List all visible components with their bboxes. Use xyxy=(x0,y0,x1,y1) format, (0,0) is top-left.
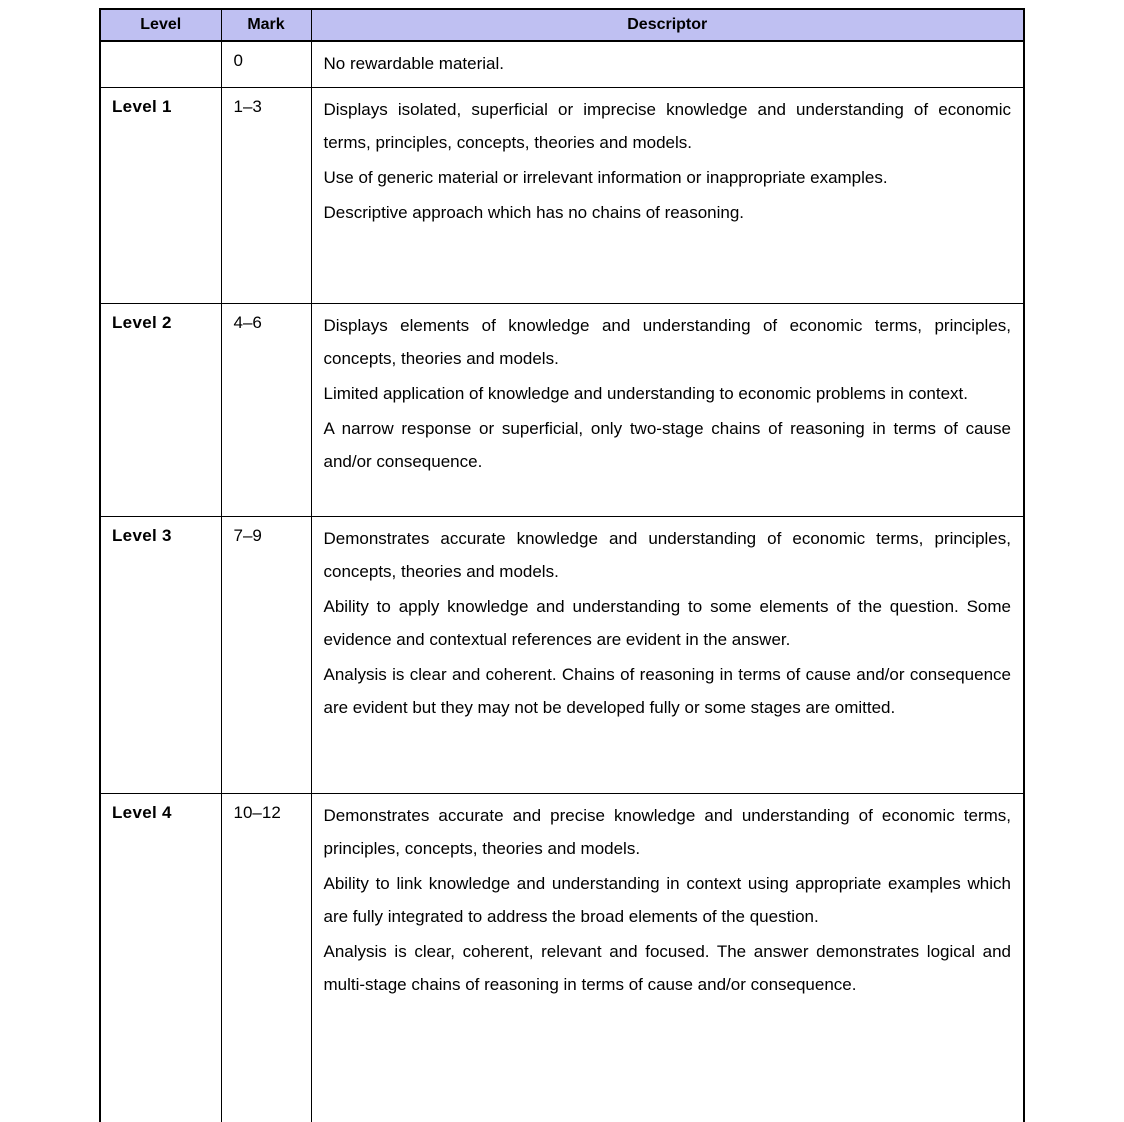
level-cell: Level 2 xyxy=(100,304,221,517)
descriptor-cell xyxy=(311,304,1024,517)
table-row-level-2 xyxy=(100,304,1024,517)
header-descriptor: Descriptor xyxy=(311,9,1024,41)
header-level: Level xyxy=(100,9,221,41)
descriptor-paragraph: Ability to apply knowledge and understanding to some elements of the question. Some evidence and contextual references are evident in the answer. xyxy=(323,597,1011,649)
mark-cell: 0 xyxy=(221,41,311,88)
descriptor-cell xyxy=(311,517,1024,794)
level-cell: Level 3 xyxy=(100,517,221,794)
mark-cell: 4–6 xyxy=(221,304,311,517)
descriptor-cell xyxy=(311,41,1024,88)
descriptor-paragraph: Analysis is clear, coherent, relevant and focused. The answer demonstrates logical and multi-stage chains of reasoning in terms of cause and/or consequence. xyxy=(323,942,1011,994)
table-row-mark-0 xyxy=(100,41,1024,88)
descriptor-paragraph: Descriptive approach which has no chains of reasoning. xyxy=(323,203,745,222)
mark-cell: 1–3 xyxy=(221,88,311,304)
descriptor-cell xyxy=(311,88,1024,304)
descriptor-paragraph: No rewardable material. xyxy=(323,54,504,73)
table-row-level-1 xyxy=(100,88,1024,304)
table-row-level-3 xyxy=(100,517,1024,794)
table-row-level-4 xyxy=(100,794,1024,1122)
mark-cell: 7–9 xyxy=(221,517,311,794)
mark-scheme-table xyxy=(99,8,1025,1122)
mark-cell: 10–12 xyxy=(221,794,311,1122)
descriptor-paragraph: Displays elements of knowledge and understanding of economic terms, principles, concepts, theories and models. xyxy=(323,316,1011,368)
descriptor-paragraph: Analysis is clear and coherent. Chains of reasoning in terms of cause and/or consequence are evident but they may not be developed fully or some stages are omitted. xyxy=(323,665,1011,717)
table-header-row xyxy=(100,9,1024,41)
level-cell xyxy=(100,41,221,88)
header-mark: Mark xyxy=(221,9,311,41)
level-cell: Level 4 xyxy=(100,794,221,1122)
descriptor-paragraph: Ability to link knowledge and understanding in context using appropriate examples which are fully integrated to address the broad elements of the question. xyxy=(323,874,1011,926)
descriptor-cell xyxy=(311,794,1024,1122)
descriptor-paragraph: Demonstrates accurate and precise knowledge and understanding of economic terms, principles, concepts, theories and models. xyxy=(323,806,1011,858)
descriptor-paragraph: A narrow response or superficial, only two-stage chains of reasoning in terms of cause and/or consequence. xyxy=(323,419,1011,471)
descriptor-paragraph: Limited application of knowledge and understanding to economic problems in context. xyxy=(323,384,969,403)
descriptor-paragraph: Demonstrates accurate knowledge and understanding of economic terms, principles, concepts, theories and models. xyxy=(323,529,1011,581)
level-cell: Level 1 xyxy=(100,88,221,304)
descriptor-paragraph: Use of generic material or irrelevant information or inappropriate examples. xyxy=(323,168,888,187)
descriptor-paragraph: Displays isolated, superficial or imprecise knowledge and understanding of economic terms, principles, concepts, theories and models. xyxy=(323,100,1011,152)
